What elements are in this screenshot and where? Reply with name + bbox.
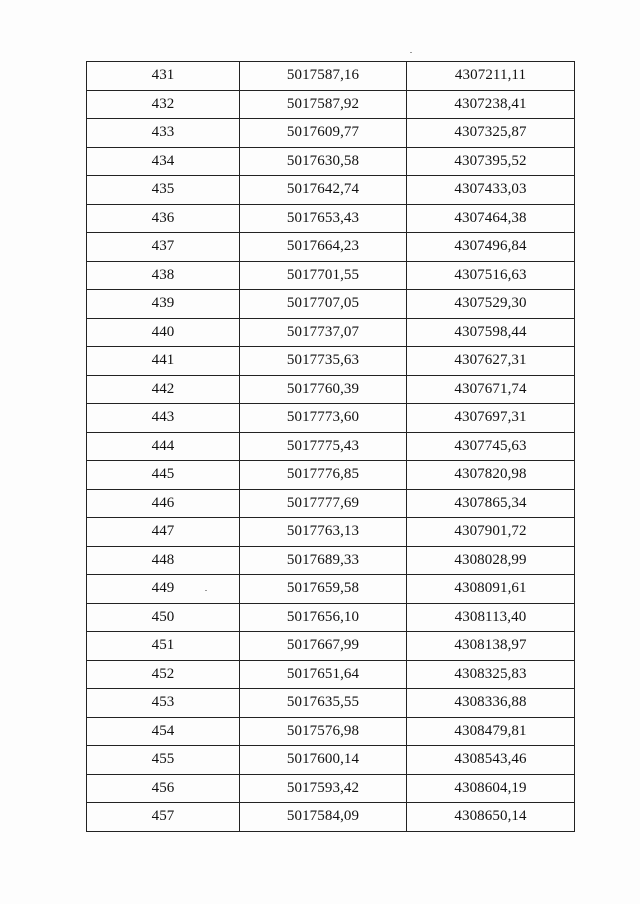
point-number-cell: 445 [87, 461, 240, 490]
table-row [87, 489, 575, 518]
point-number-cell: 444 [87, 432, 240, 461]
point-number-cell: 434 [87, 147, 240, 176]
table-row [87, 375, 575, 404]
scan-speck [410, 52, 412, 53]
point-number-cell: 452 [87, 660, 240, 689]
point-number-cell: 446 [87, 489, 240, 518]
point-number-cell: 435 [87, 176, 240, 205]
x-coordinate-cell: 5017689,33 [240, 546, 407, 575]
table-row [87, 717, 575, 746]
x-coordinate-cell: 5017593,42 [240, 774, 407, 803]
point-number-cell: 451 [87, 632, 240, 661]
point-number-cell: 454 [87, 717, 240, 746]
table-row [87, 803, 575, 832]
y-coordinate-cell: 4308091,61 [407, 575, 575, 604]
x-coordinate-cell: 5017659,58 [240, 575, 407, 604]
y-coordinate-cell: 4307745,63 [407, 432, 575, 461]
y-coordinate-cell: 4308113,40 [407, 603, 575, 632]
x-coordinate-cell: 5017587,16 [240, 62, 407, 91]
x-coordinate-cell: 5017701,55 [240, 261, 407, 290]
table-row [87, 119, 575, 148]
table-row [87, 290, 575, 319]
table-row [87, 204, 575, 233]
x-coordinate-cell: 5017775,43 [240, 432, 407, 461]
point-number-cell: 431 [87, 62, 240, 91]
y-coordinate-cell: 4307325,87 [407, 119, 575, 148]
point-number-cell: 439 [87, 290, 240, 319]
point-number-cell: 440 [87, 318, 240, 347]
coordinates-table [86, 61, 575, 832]
table-row [87, 632, 575, 661]
x-coordinate-cell: 5017763,13 [240, 518, 407, 547]
x-coordinate-cell: 5017653,43 [240, 204, 407, 233]
point-number-cell: 455 [87, 746, 240, 775]
table-row [87, 233, 575, 262]
y-coordinate-cell: 4308138,97 [407, 632, 575, 661]
table-row [87, 62, 575, 91]
y-coordinate-cell: 4308325,83 [407, 660, 575, 689]
table-row [87, 746, 575, 775]
y-coordinate-cell: 4307529,30 [407, 290, 575, 319]
y-coordinate-cell: 4308028,99 [407, 546, 575, 575]
table-row [87, 147, 575, 176]
x-coordinate-cell: 5017576,98 [240, 717, 407, 746]
point-number-cell: 456 [87, 774, 240, 803]
point-number-cell: 437 [87, 233, 240, 262]
coordinates-table-body [87, 62, 575, 832]
table-row [87, 261, 575, 290]
table-row [87, 90, 575, 119]
x-coordinate-cell: 5017737,07 [240, 318, 407, 347]
table-row [87, 518, 575, 547]
table-row [87, 575, 575, 604]
x-coordinate-cell: 5017651,64 [240, 660, 407, 689]
x-coordinate-cell: 5017773,60 [240, 404, 407, 433]
x-coordinate-cell: 5017707,05 [240, 290, 407, 319]
y-coordinate-cell: 4308479,81 [407, 717, 575, 746]
point-number-cell: 443 [87, 404, 240, 433]
y-coordinate-cell: 4307820,98 [407, 461, 575, 490]
y-coordinate-cell: 4308604,19 [407, 774, 575, 803]
y-coordinate-cell: 4307496,84 [407, 233, 575, 262]
y-coordinate-cell: 4307464,38 [407, 204, 575, 233]
point-number-cell: 436 [87, 204, 240, 233]
point-number-cell: 442 [87, 375, 240, 404]
y-coordinate-cell: 4307211,11 [407, 62, 575, 91]
table-row [87, 176, 575, 205]
point-number-cell: 438 [87, 261, 240, 290]
x-coordinate-cell: 5017667,99 [240, 632, 407, 661]
x-coordinate-cell: 5017776,85 [240, 461, 407, 490]
y-coordinate-cell: 4308650,14 [407, 803, 575, 832]
point-number-cell: 441 [87, 347, 240, 376]
point-number-cell: 453 [87, 689, 240, 718]
table-row [87, 660, 575, 689]
x-coordinate-cell: 5017760,39 [240, 375, 407, 404]
table-row [87, 546, 575, 575]
point-number-cell: 432 [87, 90, 240, 119]
y-coordinate-cell: 4307516,63 [407, 261, 575, 290]
point-number-cell: 433 [87, 119, 240, 148]
point-number-cell: 457 [87, 803, 240, 832]
x-coordinate-cell: 5017635,55 [240, 689, 407, 718]
y-coordinate-cell: 4307865,34 [407, 489, 575, 518]
table-row [87, 432, 575, 461]
y-coordinate-cell: 4307598,44 [407, 318, 575, 347]
y-coordinate-cell: 4307238,41 [407, 90, 575, 119]
x-coordinate-cell: 5017630,58 [240, 147, 407, 176]
y-coordinate-cell: 4307433,03 [407, 176, 575, 205]
y-coordinate-cell: 4307671,74 [407, 375, 575, 404]
table-row [87, 347, 575, 376]
table-row [87, 603, 575, 632]
y-coordinate-cell: 4308543,46 [407, 746, 575, 775]
point-number-cell: 449 [87, 575, 240, 604]
x-coordinate-cell: 5017656,10 [240, 603, 407, 632]
table-row [87, 404, 575, 433]
x-coordinate-cell: 5017584,09 [240, 803, 407, 832]
x-coordinate-cell: 5017600,14 [240, 746, 407, 775]
x-coordinate-cell: 5017587,92 [240, 90, 407, 119]
x-coordinate-cell: 5017777,69 [240, 489, 407, 518]
point-number-cell: 450 [87, 603, 240, 632]
table-row [87, 689, 575, 718]
table-row [87, 318, 575, 347]
point-number-cell: 447 [87, 518, 240, 547]
y-coordinate-cell: 4307627,31 [407, 347, 575, 376]
y-coordinate-cell: 4307901,72 [407, 518, 575, 547]
x-coordinate-cell: 5017609,77 [240, 119, 407, 148]
x-coordinate-cell: 5017664,23 [240, 233, 407, 262]
x-coordinate-cell: 5017735,63 [240, 347, 407, 376]
y-coordinate-cell: 4308336,88 [407, 689, 575, 718]
point-number-cell: 448 [87, 546, 240, 575]
y-coordinate-cell: 4307697,31 [407, 404, 575, 433]
y-coordinate-cell: 4307395,52 [407, 147, 575, 176]
table-row [87, 774, 575, 803]
table-row [87, 461, 575, 490]
x-coordinate-cell: 5017642,74 [240, 176, 407, 205]
